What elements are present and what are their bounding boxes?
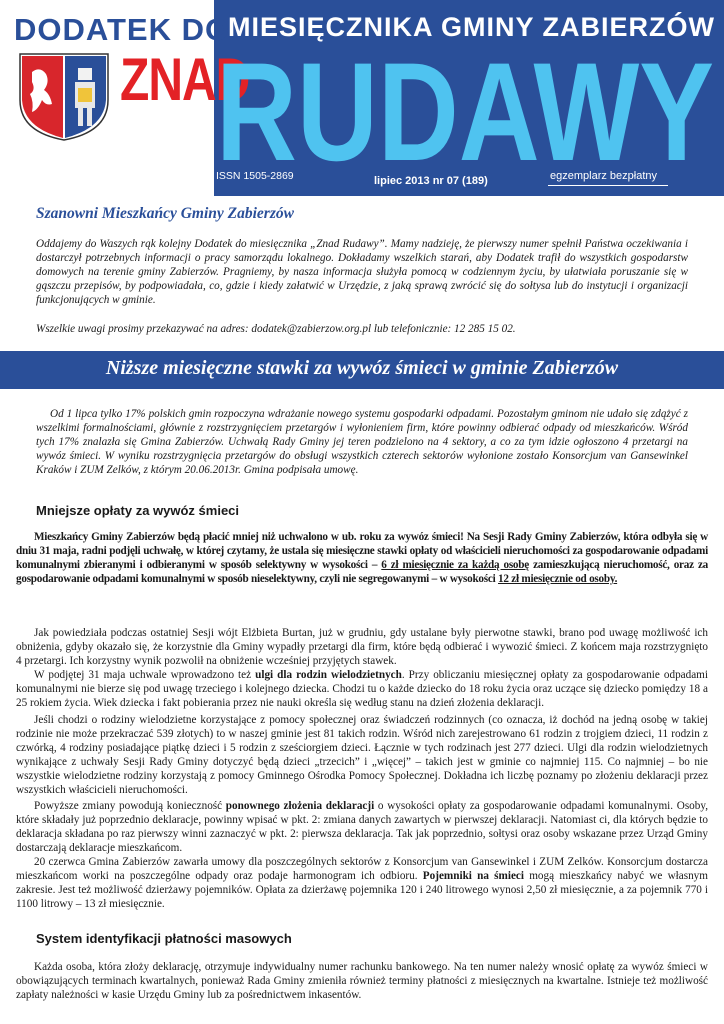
para5-text-a: 20 czerwca Gmina Zabierzów zawarła umowy dla poszczególnych sektorów z Konsorcjum van Gansewinkel i ZUM Zelków. Konsorcjum dostarcza mieszkańcom worki na poszczególne odpady oraz podaje harmonogram ich odbioru. xyxy=(16,856,708,883)
section1-para3: Jeśli chodzi o rodziny wielodzietne korzystające z pomocy społecznej oraz świadczeń rodzinnych (co oznacza, iż dochód na jedną osobę w takiej rodzinie nie może przekraczać 539 złotych) to w naszej gminie jest 81 takich rodzin. Wśród nich zarejestrowano 61 rodzin z trojgiem dzieci, 11 rodzin z czwórką, 4 rodziny posiadające piątkę dzieci i 5 rodzin z sześciorgiem dzieci. Łącznie w tych rodzinach jest 277 dzieci. Ulgi dla rodzin wielodzietnych wynikające z uchwały Sesji Rady Gminy dotyczyć będą dzieci „trzecich” i „więcej” – takich jest w gminie co najmniej 115. Co najmniej – bo nie wszystkie wielodzietne rodziny korzystają z pomocy Gminnego Ośrodka Pomocy Społecznej. Dokładna ich liczbę poznamy po złożeniu deklaracji przez wszystkich właścicieli nieruchomości. xyxy=(16,714,708,797)
free-copy-label: egzemplarz bezpłatny xyxy=(550,170,658,182)
masthead-dodatek: DODATEK DO xyxy=(14,12,231,47)
para2-text-a: W podjętej 31 maja uchwale wprowadzono też xyxy=(34,669,252,681)
rate-nonselective: 12 zł miesięcznie od osoby. xyxy=(498,573,618,586)
greeting-heading: Szanowni Mieszkańcy Gminy Zabierzów xyxy=(36,205,294,222)
masthead-subtitle: MIESIĘCZNIKA GMINY ZABIERZÓW xyxy=(228,12,715,42)
issn-number: ISSN 1505-2869 xyxy=(216,170,294,182)
bold-text-a: Mieszkańcy Gminy Zabierzów będą płacić mniej niż uchwalono w ub. roku za wywóz śmieci! Na Sesji Rady Gminy Zabierzów, która odbyła się w dniu 31 maja, radni podjęli uchwałę, w której czytamy, że ustala się miesięczne stawki opłaty od właścicieli nieruchomości za gospodarowanie odpadami komunalnymi zbieranymi i odbieranymi w sposób selektywny w wysokości – xyxy=(16,531,708,572)
free-copy-underline xyxy=(548,185,668,186)
para4-text-b: o wysokości opłaty za gospodarowanie odpadami komunalnymi. Osoby, które składały już poprzednio deklaracje, powinny wpisać w pkt. 2: zmiana danych zawartych w pierwszej deklaracji. Natomiast ci, dla których będzie to deklaracja składana po raz pierwszy winni zaznaczyć w pkt. 2: pierwsza deklaracja. Tak jak poprzednio, sołtysi oraz osoby wskazane przez Urząd Gminy dostarczają deklaracje mieszkańcom. xyxy=(16,800,709,855)
masthead-rudawy-logo xyxy=(214,44,724,174)
para4-highlight: ponownego złożenia deklaracji xyxy=(225,800,375,812)
section1-para4 xyxy=(16,799,708,855)
rate-selective: 6 zł miesięcznie za każdą osobę xyxy=(381,559,529,572)
section1-para1: Jak powiedziała podczas ostatniej Sesji wójt Elżbieta Burtan, już w grudniu, gdy ustalane były pierwotne stawki, brano pod uwagę możliwość ich obniżenia, gdyby okazało się, że korzystnie dla Gminy wypadły przetargi dla firm, które będą odbierać i wywozić śmieci. Z końcem maja rozstrzygnięto 4 przetargi. Ich korzystny wynik pozwolił na obniżenie wcześniej przyjętych stawek. xyxy=(16,627,708,668)
intro-contact: Wszelkie uwagi prosimy przekazywać na adres: dodatek@zabierzow.org.pl lub telefonicznie: 12 285 15 02. xyxy=(36,323,516,335)
issue-date: lipiec 2013 nr 07 (189) xyxy=(374,175,488,187)
bold-text-b: zamieszkującą nieruchomość, oraz za gospodarowanie odpadami komunalnymi w sposób nieselektywny, czyli nie segregowanymi – w wysokości xyxy=(16,559,708,586)
masthead xyxy=(0,0,724,196)
section1-heading: Mniejsze opłaty za wywóz śmieci xyxy=(36,503,240,518)
para4-text-a: Powyższe zmiany powodują konieczność xyxy=(34,800,223,812)
section2-para: Każda osoba, która złoży deklarację, otrzymuje indywidualny numer rachunku bankowego. Na ten numer należy wnosić opłatę za wywóz śmieci w obowiązujących terminach kwartalnych, ponieważ Rada Gminy zmieniła również terminy płatności z miesięcznych na kwartalne. Istnieje też możliwość zapłaty należności w kasie Urzędu Gminy lub za pośrednictwem inkasentów. xyxy=(16,961,708,1002)
para2-highlight: ulgi dla rodzin wielodzietnych xyxy=(255,669,402,681)
article-title: Niższe miesięczne stawki za wywóz śmieci w gminie Zabierzów xyxy=(105,357,619,379)
article-lead: Od 1 lipca tylko 17% polskich gmin rozpoczyna wdrażanie nowego systemu gospodarki odpadami. Pozostałym gminom nie udało się zdążyć z wszelkimi formalnościami, głównie z rozstrzygnięciem przetargów i wyłonieniem firm, które powinny odbierać odpady od mieszkańców. Wśród tych 17% znalazła się Gmina Zabierzów. Uchwałą Rady Gminy jej teren podzielono na 4 sektory, a co za tym idzie ogłoszono 4 przetargi na wywóz śmieci. W wyniku rozstrzygnięcia przetargów do obsługi wszystkich czterech sektorów wyłonione zostało Konsorcjum van Gansewinkel Kraków i ZUM Zelków, z którym 20.06.2013r. Gmina podpisała umowę. xyxy=(36,408,688,477)
section1-para5 xyxy=(16,855,708,911)
section1-bold-paragraph xyxy=(16,530,708,586)
coat-of-arms-icon xyxy=(18,52,110,142)
masthead-znad: ZNAD xyxy=(120,47,250,114)
intro-body: Oddajemy do Waszych rąk kolejny Dodatek do miesięcznika „Znad Rudawy”. Mamy nadzieję, że pierwszy numer spełnił Państwa oczekiwania i dostarczył potrzebnych informacji o pracy samorządu lokalnego. Dokładamy wszelkich starań, aby Dodatek trafił do wszystkich gospodarstw domowych na terenie gminy Zabierzów. Pragniemy, by nasza informacja służyła pomocą w codziennym życiu, by ułatwiała poruszanie się w gąszczu przepisów, by podpowiadała, co, gdzie i kiedy załatwić w Urzędzie, z jaką sprawą zwrócić się do sołtysa lub do instytucji i organizacji funkcjonujących w gminie. xyxy=(36,238,688,307)
rudawy-text: RUDAWY xyxy=(216,44,714,174)
section1-para2 xyxy=(16,668,708,710)
para2-text-b: . Przy obliczaniu miesięcznej opłaty za gospodarowanie odpadami komunalnymi nie bierze się pod uwagę trzeciego i kolejnego dziecka. Chodzi tu o każde dziecko do 18 roku życia oraz uczące się dziecko pomiędzy 18 a 25 rokiem życia. Wiek dziecka i fakt pobierania przez nie nauki określa się według stanu na dzień złożenia deklaracji. xyxy=(16,669,708,710)
para5-highlight: Pojemniki na śmieci xyxy=(422,870,524,883)
section2-heading: System identyfikacji płatności masowych xyxy=(36,931,292,946)
para5-text-b: mogą mieszkańcy nabyć we własnym zakresie. Jest też możliwość dzierżawy pojemników. Opłata za dzierżawę pojemnika 120 i 240 litrowego wynosi 2,50 zł miesięcznie, a za pojemnik 770 i 1100 litrowy – 13 zł miesięcznie. xyxy=(16,870,708,911)
